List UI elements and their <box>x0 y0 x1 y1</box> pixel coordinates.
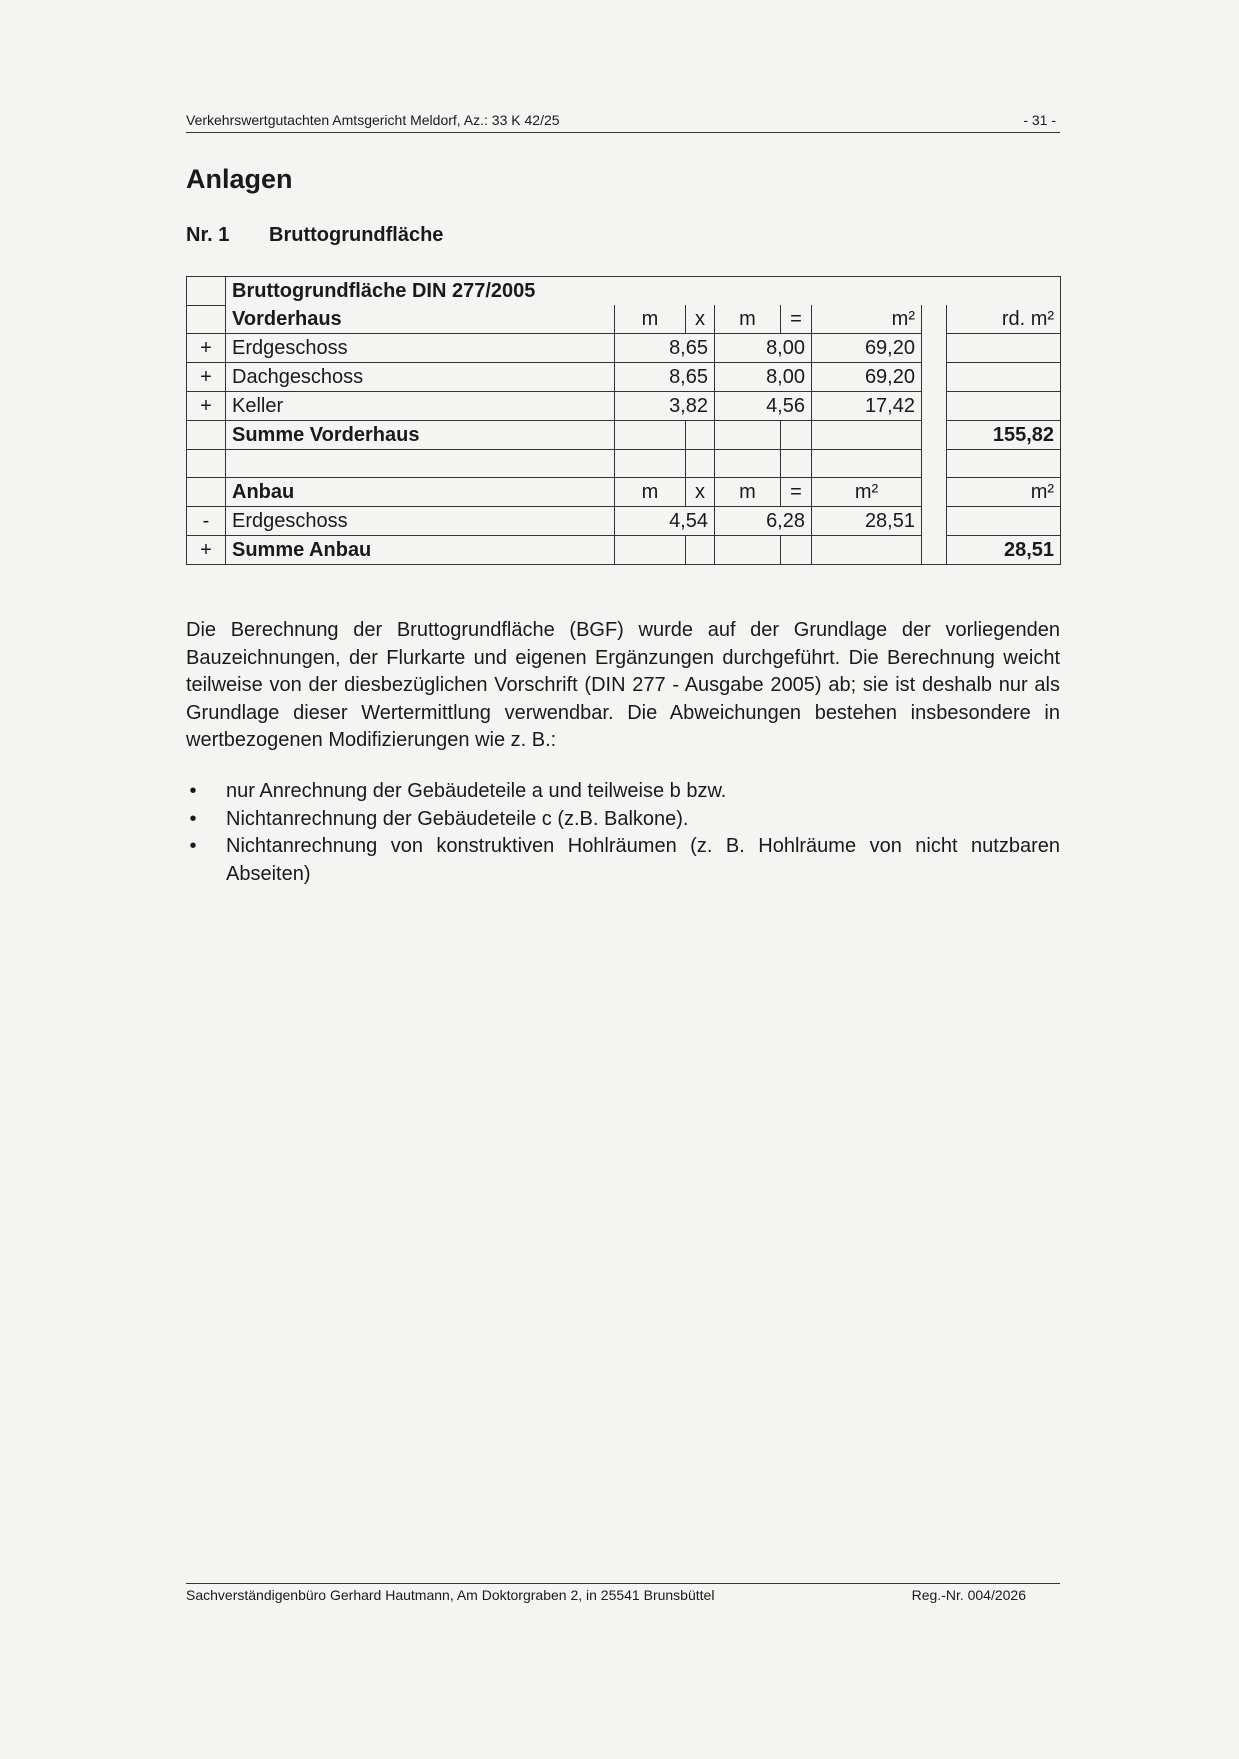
empty-cell <box>615 450 686 478</box>
operator-equals: = <box>781 478 812 507</box>
anbau-header-row <box>187 478 1061 507</box>
row-area: 69,20 <box>812 334 922 363</box>
empty-cell <box>686 421 715 450</box>
page-footer <box>186 1583 1060 1608</box>
list-item <box>186 806 1060 834</box>
spacer-cell <box>922 478 947 507</box>
sum-row-anbau <box>187 536 1061 565</box>
table-row <box>187 392 1061 421</box>
list-item-text: Nichtanrechnung von konstruktiven Hohlräumen (z. B. Hohlräume von nicht nutzbaren Abseiten) <box>226 835 1060 885</box>
row-sign: + <box>187 334 226 363</box>
empty-cell <box>781 450 812 478</box>
spacer-cell <box>922 363 947 392</box>
row-total <box>947 334 1061 363</box>
row-total <box>947 392 1061 421</box>
sign-cell <box>187 277 226 306</box>
operator-x: x <box>686 478 715 507</box>
row-label: Erdgeschoss <box>226 334 615 363</box>
page-header <box>186 110 1060 133</box>
empty-cell <box>781 536 812 565</box>
unit-m: m <box>615 478 686 507</box>
empty-cell <box>947 450 1061 478</box>
page-title: Anlagen <box>186 164 293 194</box>
page-number: - 31 - <box>1023 112 1056 128</box>
spacer-cell <box>922 421 947 450</box>
row-label: Dachgeschoss <box>226 363 615 392</box>
vorderhaus-header-row <box>187 305 1061 334</box>
unit-m: m <box>715 478 781 507</box>
empty-cell <box>715 536 781 565</box>
section-number: Nr. 1 <box>186 224 230 246</box>
empty-cell <box>615 421 686 450</box>
sum-value: 28,51 <box>947 536 1061 565</box>
header-reference: Verkehrswertgutachten Amtsgericht Meldorf, Az.: 33 K 42/25 <box>186 112 560 128</box>
sum-value: 155,82 <box>947 421 1061 450</box>
vorderhaus-label: Vorderhaus <box>226 305 615 334</box>
spacer-cell <box>922 334 947 363</box>
row-width: 8,00 <box>715 334 812 363</box>
section-label: Bruttogrundfläche <box>269 224 444 246</box>
empty-cell <box>812 450 922 478</box>
row-sign: + <box>187 536 226 565</box>
unit-m2-total: m² <box>947 478 1061 507</box>
row-area: 28,51 <box>812 507 922 536</box>
unit-rd-m2: rd. m² <box>947 305 1061 334</box>
row-label: Keller <box>226 392 615 421</box>
spacer-cell <box>922 450 947 478</box>
list-item <box>186 778 1060 806</box>
row-length: 8,65 <box>615 363 715 392</box>
bullet-list <box>186 778 1060 888</box>
sign-cell <box>187 305 226 334</box>
unit-m: m <box>615 305 686 334</box>
row-length: 3,82 <box>615 392 715 421</box>
empty-cell <box>686 450 715 478</box>
list-item <box>186 833 1060 888</box>
table-caption: Bruttogrundfläche DIN 277/2005 <box>226 277 1061 306</box>
unit-m2: m² <box>812 478 922 507</box>
sign-cell <box>187 478 226 507</box>
list-item-text: Nichtanrechnung der Gebäudeteile c (z.B. Balkone). <box>226 807 689 830</box>
footer-office: Sachverständigenbüro Gerhard Hautmann, Am Doktorgraben 2, in 25541 Brunsbüttel <box>186 1587 715 1603</box>
row-total <box>947 507 1061 536</box>
empty-cell <box>715 450 781 478</box>
row-length: 8,65 <box>615 334 715 363</box>
empty-cell <box>812 421 922 450</box>
row-width: 8,00 <box>715 363 812 392</box>
bullet-icon: • <box>189 807 197 830</box>
bgf-table <box>186 276 1061 565</box>
unit-m2: m² <box>812 305 922 334</box>
anbau-label: Anbau <box>226 478 615 507</box>
empty-cell <box>686 536 715 565</box>
bullet-icon: • <box>189 780 197 802</box>
empty-cell <box>615 536 686 565</box>
row-width: 6,28 <box>715 507 812 536</box>
table-caption-row <box>187 277 1061 306</box>
operator-x: x <box>686 305 715 334</box>
empty-cell <box>715 421 781 450</box>
spacer-cell <box>922 536 947 565</box>
sum-row-vorderhaus <box>187 421 1061 450</box>
row-sign: + <box>187 363 226 392</box>
row-width: 4,56 <box>715 392 812 421</box>
unit-m: m <box>715 305 781 334</box>
empty-cell <box>226 450 615 478</box>
table-row <box>187 507 1061 536</box>
row-total <box>947 363 1061 392</box>
spacer-cell <box>922 507 947 536</box>
row-sign: - <box>187 507 226 536</box>
empty-row <box>187 450 1061 478</box>
list-item-text: nur Anrechnung der Gebäudeteile a und teilweise b bzw. <box>226 780 727 802</box>
empty-cell <box>187 450 226 478</box>
empty-cell <box>781 421 812 450</box>
footer-reg-number: Reg.-Nr. 004/2026 <box>911 1587 1026 1603</box>
row-area: 69,20 <box>812 363 922 392</box>
row-area: 17,42 <box>812 392 922 421</box>
row-sign: + <box>187 392 226 421</box>
section-heading <box>186 224 443 247</box>
sum-label: Summe Vorderhaus <box>226 421 615 450</box>
sign-cell <box>187 421 226 450</box>
sum-label: Summe Anbau <box>226 536 615 565</box>
operator-equals: = <box>781 305 812 334</box>
table-row <box>187 334 1061 363</box>
spacer-cell <box>922 392 947 421</box>
table-row <box>187 363 1061 392</box>
empty-cell <box>812 536 922 565</box>
bullet-icon: • <box>189 835 197 857</box>
explanation-paragraph: Die Berechnung der Bruttogrundfläche (BGF) wurde auf der Grundlage der vorliegenden Bauzeichnungen, der Flurkarte und eigenen Ergänzungen durchgeführt. Die Berechnung weicht teilweise von der diesbezüglichen Vorschrift (DIN 277 - Ausgabe 2005) ab; sie ist deshalb nur als Grundlage dieser Wertermittlung verwendbar. Die Abweichungen bestehen insbesondere in wertbezogenen Modifizierungen wie z. B.: <box>186 619 1060 751</box>
row-label: Erdgeschoss <box>226 507 615 536</box>
row-length: 4,54 <box>615 507 715 536</box>
spacer-cell <box>922 305 947 334</box>
